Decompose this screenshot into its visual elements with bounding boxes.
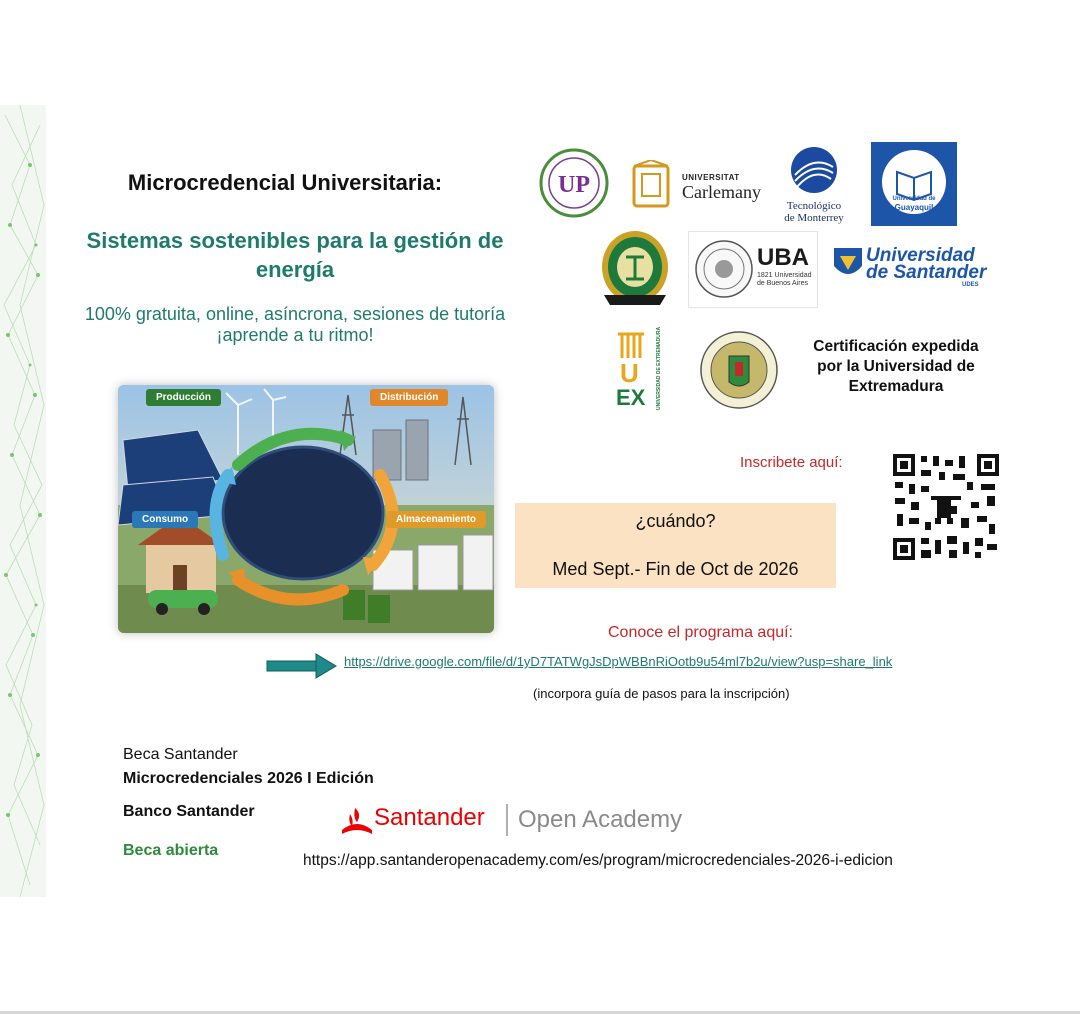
signup-label: Inscribete aquí: <box>740 454 843 471</box>
program-note: (incorpora guía de pasos para la inscripción) <box>533 686 790 701</box>
extremadura-seal-icon <box>699 330 779 410</box>
uex-letter-u: U <box>620 358 639 388</box>
uba-small-line-2: de Buenos Aires <box>757 280 808 287</box>
schedule-question: ¿cuándo? <box>635 511 716 531</box>
program-label: Conoce el programa aquí: <box>608 624 793 641</box>
open-academy-wordmark: Open Academy <box>518 806 683 833</box>
uex-vertical-text: UNIVERSIDAD DE EXTREMADURA <box>656 326 662 410</box>
carlemany-crest-icon <box>630 160 672 210</box>
certification-line-2: por la Universidad de <box>817 358 975 375</box>
ecuador-seal-icon <box>598 229 672 309</box>
uex-column-icon <box>616 330 646 360</box>
uba-small-line-1: 1821 Universidad <box>757 272 812 279</box>
carlemany-small-text: UNIVERSITAT <box>682 173 740 182</box>
schedule-dates: Med Sept.- Fin de Oct de 2026 <box>552 559 799 579</box>
signup-qr-code[interactable] <box>891 452 1001 562</box>
open-academy-url[interactable]: https://app.santanderopenacademy.com/es/program/microcredenciales-2026-i-edicion <box>303 852 893 869</box>
tec-monterrey-line-1: Tecnológico <box>786 200 842 212</box>
logo-udes <box>832 244 990 292</box>
logo-ecuador-university <box>598 229 672 309</box>
logo-uex <box>616 326 676 412</box>
tec-monterrey-globe-icon <box>789 145 839 195</box>
tagline-line-2: ¡aprende a tu ritmo! <box>216 325 374 345</box>
energy-cycle-illustration <box>118 385 494 633</box>
udes-small-text: UDES <box>962 282 979 288</box>
svg-text:UP: UP <box>558 172 590 198</box>
label-distribution: Distribución <box>370 389 448 406</box>
program-subtitle: Sistemas sostenibles para la gestión de energía <box>86 228 504 282</box>
uba-seal-icon <box>693 238 755 300</box>
energy-cycle-graphic <box>118 385 494 633</box>
carlemany-name: Carlemany <box>682 182 761 202</box>
certification-line-3: Extremadura <box>848 378 944 395</box>
logo-divider <box>506 804 508 836</box>
network-pattern-icon <box>0 105 46 897</box>
udes-line-2: de Santander <box>866 262 987 283</box>
schedule-box <box>515 503 836 588</box>
logo-uba <box>688 231 818 308</box>
label-consumption: Consumo <box>132 511 198 528</box>
guayaquil-line-2: Guayaquil <box>894 203 934 212</box>
footer-line-2: Microcredenciales 2026 I Edición <box>123 770 374 787</box>
qr-code-icon <box>891 452 1001 562</box>
program-tagline <box>65 304 525 346</box>
page-title: Microcredencial Universitaria: <box>127 170 443 195</box>
decorative-network-strip <box>0 105 46 897</box>
utp-seal-icon <box>538 148 614 218</box>
footer-line-1: Beca Santander <box>123 746 238 763</box>
logo-utp <box>538 148 614 218</box>
tec-monterrey-line-2: de Monterrey <box>784 212 844 224</box>
scholarship-status: Beca abierta <box>123 842 219 859</box>
program-link[interactable]: https://drive.google.com/file/d/1yD7TATWgJsDpWBBnRiOotb9u54ml7b2u/view?usp=share_link <box>344 654 893 669</box>
tagline-line-1: 100% gratuita, online, asíncrona, sesiones de tutoría <box>84 304 506 324</box>
label-production: Producción <box>146 389 221 406</box>
logo-tec-monterrey <box>776 145 852 223</box>
logo-guayaquil <box>871 142 957 226</box>
udes-shield-icon <box>832 246 864 282</box>
certification-text <box>786 337 1006 397</box>
udes-line-1: Universidad <box>866 245 975 266</box>
guayaquil-line-1: Universidad de <box>892 196 936 202</box>
guayaquil-book-icon <box>871 142 957 226</box>
uex-letters-ex: EX <box>616 385 646 410</box>
arrow-right-icon <box>266 653 338 679</box>
santander-flame-icon <box>340 806 374 836</box>
santander-wordmark: Santander <box>374 804 485 831</box>
label-storage: Almacenamiento <box>386 511 486 528</box>
uba-acronym: UBA <box>757 244 809 271</box>
footer-line-3: Banco Santander <box>123 803 255 820</box>
logo-carlemany <box>630 160 765 212</box>
santander-open-academy-logo <box>340 802 690 842</box>
logo-extremadura-seal <box>699 330 779 410</box>
certification-line-1: Certificación expedida <box>813 338 979 355</box>
